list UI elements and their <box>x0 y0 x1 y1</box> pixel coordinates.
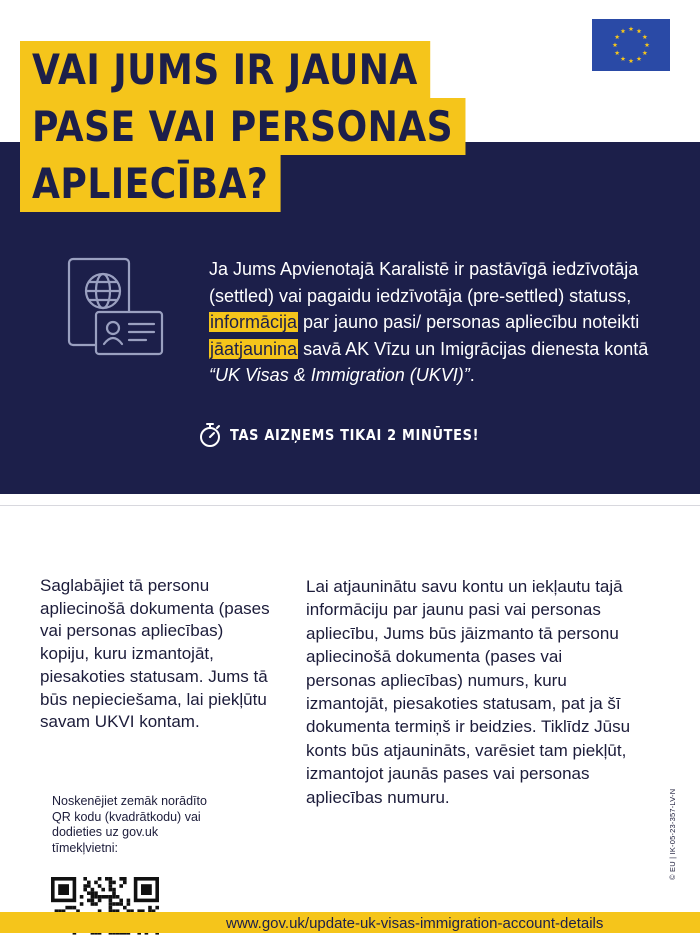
left-column-text: Saglabājiet tā personu apliecinošā dokumenta (pases vai personas apliecības) kopiju, kuru izmantojāt, piesakoties statusam. Jums tā būs nepieciešama, lai piekļūtu savam UKVI kontam. <box>40 576 270 732</box>
eu-flag-icon <box>592 19 670 71</box>
right-column-text: Lai atjauninātu savu kontu un iekļautu tajā informāciju par jaunu pasi vai personas apliecību, Jums būs jāizmanto tā personu apliecinošā dokumenta (pases vai personas apliecības) numurs, kuru izmantojāt, piesakoties statusam, pat ja šī dokumenta termiņš ir beidzies. Tiklīdz Jūsu konts būs atjaunināts, varēsiet tam piekļūt, izmantojot jaunās pases vai personas apliecības numuru. <box>306 577 631 807</box>
document-code: © EU | IK-05-23-357-LV-N <box>668 788 677 880</box>
headline-line-1: VAI JUMS IR JAUNA <box>20 41 430 98</box>
headline-line-2: PASE VAI PERSONAS <box>20 98 465 155</box>
footer-url-link[interactable]: www.gov.uk/update-uk-visas-immigration-account-details <box>226 915 604 932</box>
intro-text-2: par jauno pasi/ personas apliecību noteikti <box>298 312 640 332</box>
intro-text-1: Ja Jums Apvienotajā Karalistē ir pastāvīgā iedzīvotāja (settled) vai pagaidu iedzīvotāja (pre-settled) statuss, <box>209 259 639 306</box>
highlight-update: jāatjaunina <box>210 338 298 359</box>
timer-text: TAS AIZŅEMS TIKAI 2 MINŪTES! <box>230 426 480 444</box>
highlight-information: informācija <box>210 312 298 332</box>
headline <box>20 41 538 212</box>
intro-text-3: savā AK Vīzu un Imigrācijas dienesta kontā <box>298 338 649 359</box>
qr-instruction-text: Noskenējiet zemāk norādīto QR kodu (kvadrātkodu) vai dodieties uz gov.uk tīmekļvietni: <box>52 794 207 855</box>
intro-paragraph <box>209 256 659 389</box>
passport-id-card-icon <box>66 256 166 361</box>
ukvi-account-name: “UK Visas & Immigration (UKVI)” <box>209 365 470 385</box>
intro-text-4: . <box>469 365 475 385</box>
timer-row <box>198 420 520 450</box>
stopwatch-icon <box>198 422 222 448</box>
headline-line-3: APLIECĪBA? <box>20 155 280 212</box>
section-divider <box>0 505 700 506</box>
